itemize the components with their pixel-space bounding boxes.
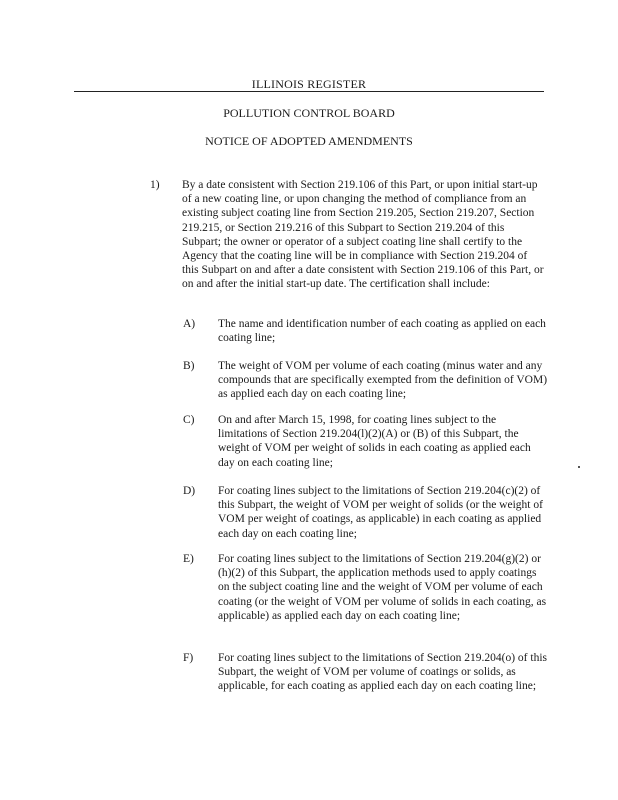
subitem-label-b: B) [183, 360, 195, 372]
notice-title: NOTICE OF ADOPTED AMENDMENTS [205, 134, 413, 148]
subitem-label-f: F) [183, 652, 194, 664]
subitem-text-e: For coating lines subject to the limitations of Section 219.204(g)(2) or (h)(2) of this Subpart, the application methods used to apply coatings on the subject coating line and the weight of VOM per volume of each coating (or the weight of VOM per volume of solids in each coating, as applicable) as applied each day on each coating line; [218, 553, 547, 622]
subitem-text-c: On and after March 15, 1998, for coating lines subject to the limitations of Section 219.204(l)(2)(A) or (B) of this Subpart, the weight of VOM per weight of solids in each coating as applied each day on each coating line; [218, 414, 531, 469]
subitem-label-c: C) [183, 414, 195, 426]
item-text: By a date consistent with Section 219.106 of this Part, or upon initial start-up of a new coating line, or upon changing the method of compliance from an existing subject coating line from Section 219.205, Section 219.207, Section 219.215, or Section 219.216 of this Subpart to Section 219.204 of this Subpart; the owner or operator of a subject coating line shall certify to the Agency that the coating line will be in compliance with Section 219.204 of this Subpart on and after a date consistent with Section 219.106 of this Part, or on and after the initial start-up date. The certification shall include: [182, 179, 544, 291]
item-label: 1) [150, 179, 160, 191]
subitem-label-e: E) [183, 553, 194, 565]
subitem-text-a: The name and identification number of each coating as applied on each coating line; [218, 318, 546, 345]
subitem-label-a: A) [183, 318, 196, 330]
register-title: ILLINOIS REGISTER [0, 77, 618, 91]
scan-speck [578, 466, 580, 468]
subitem-text-d: For coating lines subject to the limitations of Section 219.204(c)(2) of this Subpart, the weight of VOM per weight of solids (or the weight of VOM per weight of coatings, as applicable) in each coating as applied each day on each coating line; [218, 485, 543, 540]
subitem-text-f: For coating lines subject to the limitations of Section 219.204(o) of this Subpart, the weight of VOM per volume of coatings or solids, as applicable, for each coating as applied each day on each coating line; [218, 652, 547, 693]
subitem-text-b: The weight of VOM per volume of each coating (minus water and any compounds that are specifically exempted from the definition of VOM) as applied each day on each coating line; [218, 360, 548, 401]
subitem-label-d: D) [183, 485, 196, 497]
board-title: POLLUTION CONTROL BOARD [223, 106, 395, 120]
